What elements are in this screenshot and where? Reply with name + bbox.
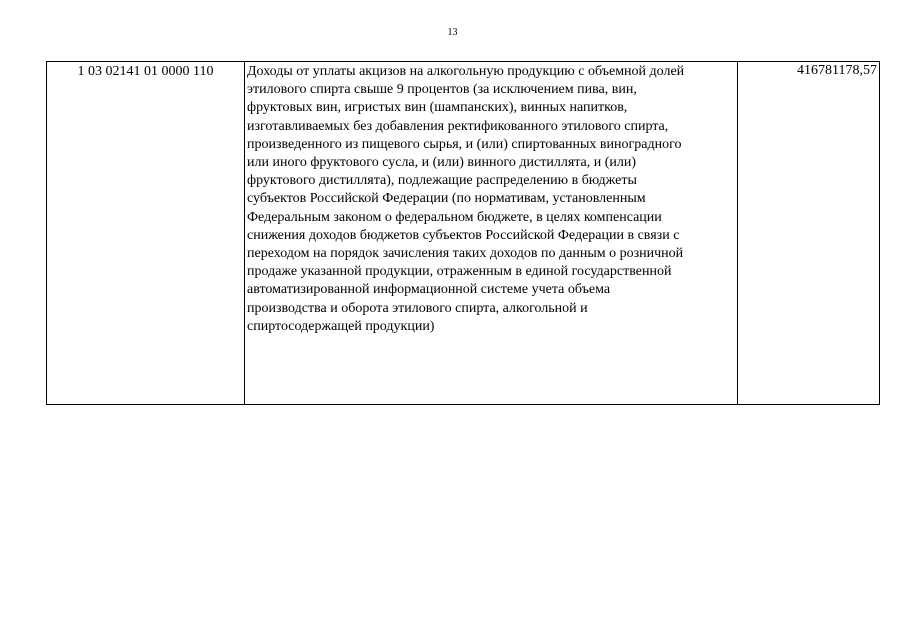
description-line: продаже указанной продукции, отраженным в единой государственной (247, 264, 672, 280)
description-line: снижения доходов бюджетов субъектов Российской Федерации в связи с (247, 227, 680, 243)
revenue-table (46, 61, 880, 405)
description-line: фруктового дистиллята), подлежащие распределению в бюджеты (247, 173, 637, 189)
description-line: Доходы от уплаты акцизов на алкогольную продукцию с объемной долей (247, 64, 685, 79)
description-line: переходом на порядок зачисления таких доходов по данным о розничной (247, 246, 684, 262)
budget-classification-code: 1 03 02141 01 0000 110 (47, 62, 245, 405)
description-line: производства и оборота этилового спирта, алкогольной и (247, 300, 588, 316)
description-line: этилового спирта свыше 9 процентов (за исключением пива, вин, (247, 82, 637, 98)
page-number: 13 (447, 27, 458, 38)
description-line: изготавливаемых без добавления ректификованного этилового спирта, (247, 118, 669, 134)
description-line: или иного фруктового сусла, и (или) винного дистиллята, и (или) (247, 155, 637, 171)
description-line: спиртосодержащей продукции) (247, 318, 435, 334)
description-line: фруктовых вин, игристых вин (шампанских), винных напитков, (247, 100, 628, 116)
revenue-description (245, 62, 738, 405)
description-line: автоматизированной информационной системе учета объема (247, 282, 611, 298)
table-row (47, 62, 880, 405)
description-line: произведенного из пищевого сырья, и (или) спиртованных виноградного (247, 136, 682, 152)
description-line: Федеральным законом о федеральном бюджете, в целях компенсации (247, 209, 662, 225)
revenue-amount: 416781178,57 (738, 62, 880, 405)
description-line: субъектов Российской Федерации (по нормативам, установленным (247, 191, 646, 207)
